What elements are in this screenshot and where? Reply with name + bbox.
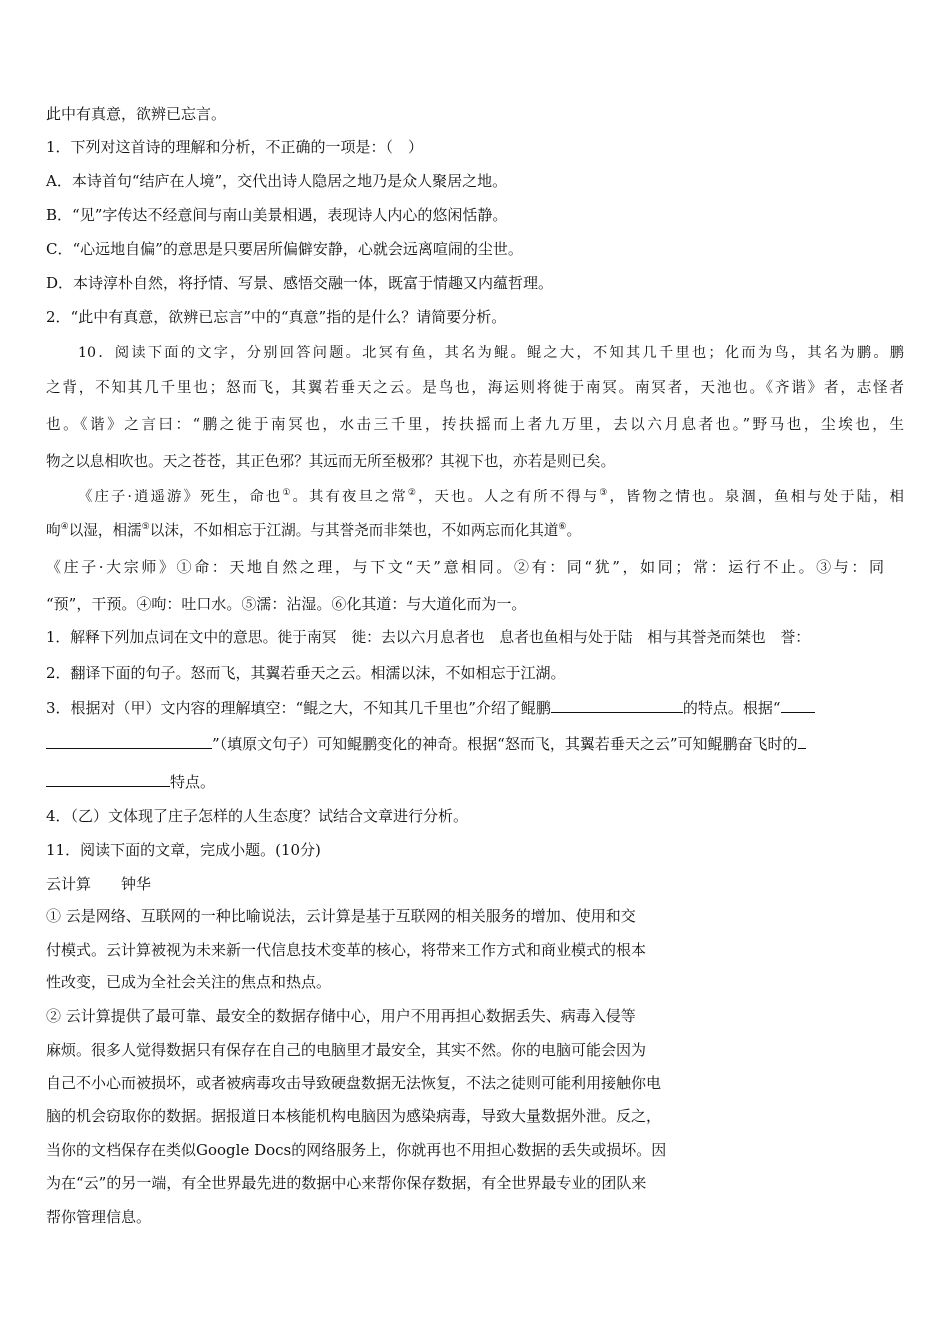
poem-tail-line: 此中有真意，欲辨已忘言。	[46, 105, 227, 123]
footnote-mark-5: ⑤	[141, 522, 150, 533]
answer-blank[interactable]	[781, 698, 815, 713]
article-para-2-line-2: 麻烦。很多人觉得数据只有保存在自己的电脑里才最安全，其实不然。你的电脑可能会因为	[46, 1041, 647, 1059]
q9-option-d: D．本诗淳朴自然，将抒情、写景、感悟交融一体，既富于情趣又内蕴哲理。	[46, 274, 554, 292]
q10-question-3-line-2	[46, 734, 806, 754]
footnote-mark-3: ③	[599, 488, 610, 499]
article-para-2-line-4: 脑的机会窃取你的数据。据报道日本核能机构电脑因为感染病毒，导致大量数据外泄。反之，	[46, 1107, 662, 1125]
q10-passage-jia-line-1: 10．阅读下面的文字，分别回答问题。北冥有鱼，其名为鲲。鲲之大，不知其几千里也；化而为鸟，其名为鹏。鹏	[78, 345, 904, 361]
q10-question-3-line-1	[46, 698, 815, 718]
answer-blank[interactable]	[551, 698, 683, 713]
passage-yi-text: 。	[566, 522, 582, 539]
answer-blank[interactable]	[798, 734, 806, 749]
footnote-mark-4: ④	[60, 522, 69, 533]
q10-passage-jia-line-2: 之背，不知其几千里也；怒而飞，其翼若垂天之云。是鸟也，海运则将徙于南冥。南冥者，天池也。《齐谐》者，志怪者	[46, 379, 904, 396]
article-para-1-line-3: 性改变，已成为全社会关注的焦点和热点。	[46, 973, 332, 991]
passage-yi-text: 以湿，相濡	[68, 522, 142, 539]
article-para-2-line-1: ② 云计算提供了最可靠、最安全的数据存储中心，用户不用再担心数据丢失、病毒入侵等	[46, 1007, 636, 1025]
q10-question-1: 1．解释下列加点词在文中的意思。徙于南冥 徙：去以六月息者也 息者也鱼相与处于陆 相与其誉尧而桀也 誉：	[46, 629, 811, 646]
article-para-1-line-1: ① 云是网络、互联网的一种比喻说法，云计算是基于互联网的相关服务的增加、使用和交	[46, 907, 636, 925]
q9-option-c: C．“心远地自偏”的意思是只要居所偏僻安静，心就会远离喧闹的尘世。	[46, 240, 523, 258]
q3-text: 的特点。根据“	[682, 699, 781, 717]
q9-question-1: 1．下列对这首诗的理解和分析，不正确的一项是：（ ）	[46, 138, 424, 156]
q10-question-3-line-3	[46, 772, 215, 792]
q3-text: 特点。	[170, 773, 216, 791]
q3-text: 3．根据对（甲）文内容的理解填空：“鲲之大，不知其几千里也”介绍了鲲鹏	[46, 699, 551, 717]
q11-intro: 11．阅读下面的文章，完成小题。(10分)	[46, 841, 321, 859]
q9-option-a: A．本诗首句“结庐在人境”，交代出诗人隐居之地乃是众人聚居之地。	[46, 172, 508, 190]
q10-passage-yi-line-2	[46, 521, 581, 541]
q10-notes-line-1: 《庄子·大宗师》①命：天地自然之理，与下文“天”意相同。②有：同“犹”，如同；常：运行不止。③与：同	[46, 558, 884, 576]
q10-question-2: 2．翻译下面的句子。怒而飞，其翼若垂天之云。相濡以沫，不如相忘于江湖。	[46, 664, 566, 682]
q10-question-4: 4．（乙）文体现了庄子怎样的人生态度？试结合文章进行分析。	[46, 807, 469, 825]
footnote-mark-1: ①	[282, 488, 293, 499]
article-para-1-line-2: 付模式。云计算被视为未来新一代信息技术变革的核心，将带来工作方式和商业模式的根本	[46, 941, 647, 959]
article-title-author: 云计算 钟华	[46, 875, 152, 893]
footnote-mark-6: ⑥	[558, 522, 567, 533]
passage-yi-text: 以沫，不如相忘于江湖。与其誉尧而非桀也，不如两忘而化其道	[149, 522, 559, 539]
passage-yi-text: ，皆物之情也。泉涸，鱼相与处于陆，相	[609, 489, 904, 505]
article-para-2-line-7: 帮你管理信息。	[46, 1208, 152, 1226]
q9-option-b: B．“见”字传达不经意间与南山美景相遇，表现诗人内心的悠闲恬静。	[46, 206, 508, 224]
article-para-2-line-3: 自己不小心而被损坏，或者被病毒攻击导致硬盘数据无法恢复，不法之徒则可能利用接触你电	[46, 1074, 662, 1092]
q10-notes-line-2: “预”，干预。④呴：吐口水。⑤濡：沾湿。⑥化其道：与大道化而为一。	[46, 595, 527, 613]
q3-text: ”（填原文句子）可知鲲鹏变化的神奇。根据“怒而飞，其翼若垂天之云”可知鲲鹏奋飞时的	[212, 735, 798, 753]
answer-blank[interactable]	[46, 772, 170, 787]
q10-passage-jia-line-3: 也。《谐》之言曰：“鹏之徙于南冥也，水击三千里，抟扶摇而上者九万里，去以六月息者也。”野马也，尘埃也，生	[46, 416, 904, 433]
article-para-2-line-6: 为在“云”的另一端，有全世界最先进的数据中心来帮你保存数据，有全世界最专业的团队来	[46, 1174, 647, 1192]
answer-blank[interactable]	[46, 734, 212, 749]
article-para-2-line-5: 当你的文档保存在类似Google Docs的网络服务上，你就再也不用担心数据的丢失或损坏。因	[46, 1141, 667, 1159]
passage-yi-text: 。其有夜旦之常	[292, 489, 408, 505]
passage-yi-text: 呴	[46, 522, 61, 539]
passage-yi-text: 《庄子·逍遥游》死生，命也	[78, 489, 283, 505]
q9-question-2: 2．“此中有真意，欲辨已忘言”中的“真意”指的是什么？请简要分析。	[46, 308, 507, 326]
q10-passage-jia-line-4: 物之以息相吹也。天之苍苍，其正色邪？其远而无所至极邪？其视下也，亦若是则已矣。	[46, 453, 616, 470]
footnote-mark-2: ②	[407, 488, 419, 499]
q10-passage-yi-line-1	[78, 487, 904, 507]
passage-yi-text: ，天也。人之有所不得与	[418, 489, 600, 505]
